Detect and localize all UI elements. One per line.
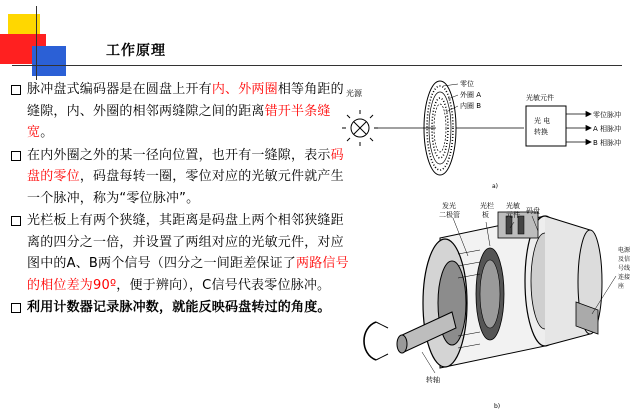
output-arrows	[566, 112, 591, 145]
encoder-diagram	[340, 66, 640, 413]
cable-label: 电源	[618, 247, 631, 254]
output-b-label: B 相脉冲	[593, 139, 622, 147]
bullet-square-icon	[11, 85, 21, 95]
light-source-label: 光源	[346, 89, 362, 98]
bullet-item	[8, 145, 350, 210]
bullet-text: 脉冲盘式编码器是在圆盘上开有内、外两圈相等角距的缝隙，内、外圈的相邻两缝隙之间的距离错开半条缝宽。	[27, 82, 344, 140]
outer-ring-label: 外圈 A	[460, 91, 482, 99]
bullet-text: 利用计数器记录脉冲数，就能反映码盘转过的角度。	[27, 300, 331, 315]
figure-a-caption: a)	[492, 183, 499, 190]
photo-label: 光敏	[506, 202, 520, 210]
shaft-label: 转轴	[426, 376, 440, 384]
encoder-figure	[340, 66, 640, 413]
bullet-item	[8, 297, 350, 319]
inner-ring-label: 内圈 B	[460, 102, 482, 110]
corner-blue-block	[32, 46, 66, 76]
zero-label: 零位	[460, 80, 474, 88]
highlight-text: 两路信号的相位差为90º	[27, 256, 349, 293]
converter-label: 光 电	[534, 117, 551, 125]
bullet-square-icon	[11, 151, 21, 161]
bullet-list	[8, 79, 350, 320]
grating-label: 板	[482, 211, 489, 219]
leader-line	[446, 106, 458, 112]
highlight-text: 错开半条缝宽	[27, 103, 331, 140]
disc-label: 码盘	[526, 207, 540, 215]
bullet-item	[8, 79, 350, 144]
cable-label: 及信	[618, 256, 631, 263]
photo-label: 元件	[506, 211, 520, 219]
photo-element-label: 光敏元件	[526, 94, 554, 102]
converter-label: 转换	[534, 128, 548, 136]
cable-label: 连接	[618, 274, 631, 281]
bullet-square-icon	[11, 303, 21, 313]
encoder-assembly-drawing	[364, 212, 602, 368]
bullet-text: 在内外圈之外的某一径向位置，也开有一缝隙，表示码盘的零位，码盘每转一圈，零位对应的光敏元件就产生一个脉冲，称为“零位脉冲”。	[27, 147, 344, 206]
cable-label: 座	[618, 283, 625, 290]
highlight-text: 内、外两圈	[211, 82, 278, 97]
diode-label: 二极管	[439, 211, 460, 219]
diode-label: 发光	[442, 202, 456, 210]
cable-label: 号线	[618, 265, 631, 272]
code-disc	[424, 81, 456, 175]
converter-box	[526, 106, 566, 146]
figure-b-caption: b)	[494, 403, 501, 410]
slide-title: 工作原理	[106, 43, 166, 59]
light-source-icon	[342, 110, 378, 146]
corner-vertical-line	[36, 6, 37, 80]
highlight-text: 码盘的零位	[27, 147, 344, 184]
bullet-square-icon	[11, 216, 21, 226]
output-zero-label: 零位脉冲	[593, 111, 621, 119]
leader-line	[443, 84, 458, 86]
grating-label: 光栏	[480, 202, 494, 210]
bullet-text: 光栏板上有两个狭缝，其距离是码盘上两个相邻狭缝距离的四分之一倍，并设置了两组对应的光敏元件，对应图中的A、B两个信号（四分之一间距差保证了两路信号的相位差为90º，便于辨向），C信号代表零位脉冲。	[27, 213, 349, 293]
bullet-item	[8, 210, 350, 296]
output-a-label: A 相脉冲	[593, 125, 622, 133]
